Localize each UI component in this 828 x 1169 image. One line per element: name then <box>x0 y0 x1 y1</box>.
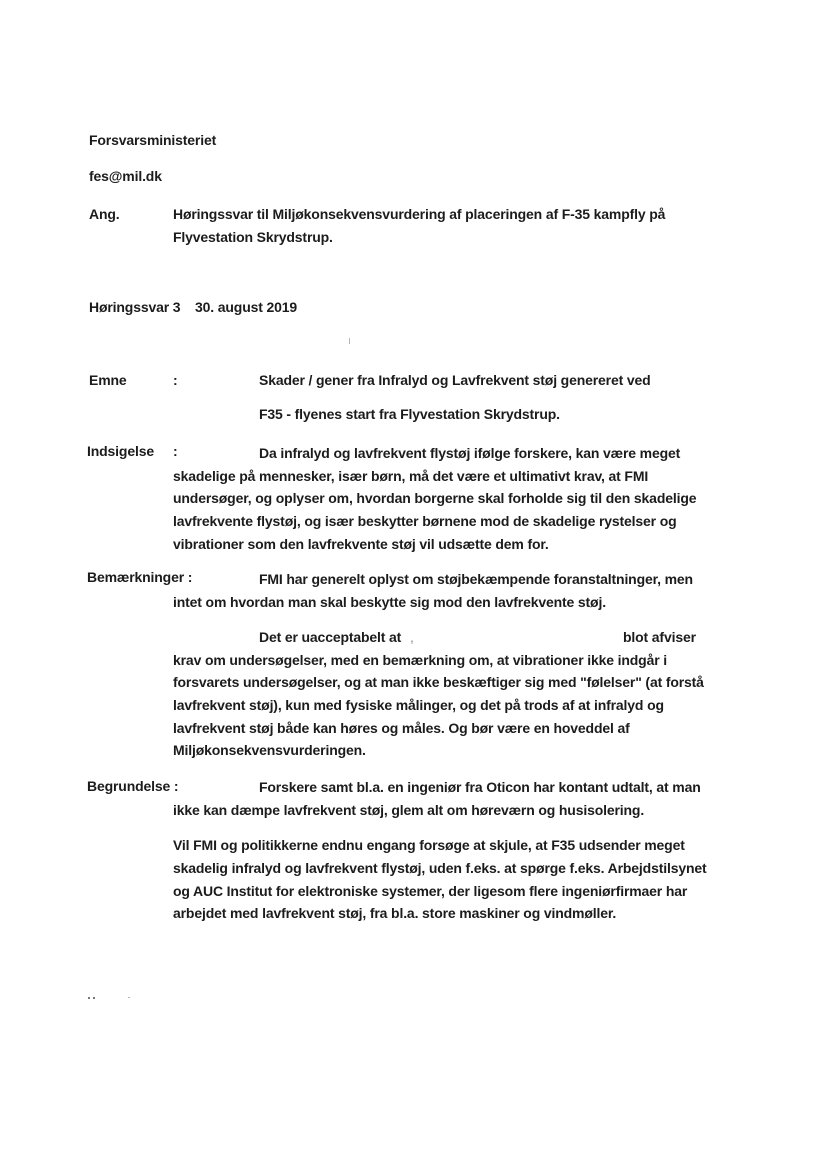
scan-speck <box>349 338 350 344</box>
begrundelse-p1-line-2: ikke kan dæmpe lavfrekvent støj, glem alt om høreværn og husisolering. <box>173 802 645 818</box>
begrundelse-p2-line-2: skadelig infralyd og lavfrekvent flystøj, uden f.eks. at spørge f.eks. Arbejdstilsynet <box>173 860 707 876</box>
begrundelse-p2-line-1: Vil FMI og politikkerne endnu engang forsøge at skjule, at F35 udsender meget <box>173 837 685 853</box>
ang-line-1: Høringssvar til Miljøkonsekvensvurdering af placeringen af F-35 kampfly på <box>173 206 666 222</box>
indsigelse-line-1: Da infralyd og lavfrekvent flystøj ifølge forskere, kan være meget <box>259 445 681 461</box>
bemaerkninger-p2-line-3: lavfrekvent støj), kun med fysiske målinger, og det på trods af at infralyd og <box>173 697 664 713</box>
bemaerkninger-p2-line-5: Miljøkonsekvensvurderingen. <box>173 742 366 758</box>
ang-line-2: Flyvestation Skrydstrup. <box>173 229 333 245</box>
indsigelse-colon: : <box>173 443 178 459</box>
begrundelse-p2-line-3: og AUC Institut for elektroniske systemer, der ligesom flere ingeniørfirmaer har <box>173 883 688 899</box>
indsigelse-line-5: vibrationer som den lavfrekvente støj vil udsætte dem for. <box>173 536 549 552</box>
begrundelse-p2-line-4: arbejdet med lavfrekvent støj, fra bl.a. store maskiner og vindmøller. <box>173 905 617 921</box>
redaction-mark: , <box>410 629 414 645</box>
emne-line-2: F35 - flyenes start fra Flyvestation Skrydstrup. <box>259 406 560 422</box>
bemaerkninger-p2-line-2: forsvarets undersøgelser, og at man ikke beskæftiger sig med "følelser" (at forstå <box>173 674 704 690</box>
bemaerkninger-p2-line-1: krav om undersøgelser, med en bemærkning om, at vibrationer ikke indgår i <box>173 652 667 668</box>
bemaerkninger-label: Bemærkninger : <box>87 569 193 585</box>
indsigelse-label: Indsigelse <box>87 443 154 459</box>
emne-colon: : <box>173 372 178 388</box>
begrundelse-label: Begrundelse : <box>87 778 179 794</box>
bemaerkninger-p2-line-4: lavfrekvent støj både kan høres og måles. Og bør være en hoveddel af <box>173 720 630 736</box>
begrundelse-p1-line-1: Forskere samt bl.a. en ingeniør fra Oticon har kontant udtalt, at man <box>259 779 701 795</box>
indsigelse-line-2: skadelige på mennesker, især børn, må det være et ultimativt krav, at FMI <box>173 468 649 484</box>
recipient-name: Forsvarsministeriet <box>89 132 217 148</box>
indsigelse-line-4: lavfrekvente flystøj, og især beskytter børnene mod de skadelige rystelser og <box>173 513 677 529</box>
bemaerkninger-p1-line-1: FMI har generelt oplyst om støjbekæmpende foranstaltninger, men <box>259 571 693 587</box>
bemaerkninger-p2-first-left: Det er uacceptabelt at <box>259 629 402 645</box>
bemaerkninger-p2-first-right: blot afviser <box>623 629 696 645</box>
bemaerkninger-p1-line-2: intet om hvordan man skal beskytte sig mod den lavfrekvente støj. <box>173 594 606 610</box>
emne-label: Emne <box>89 372 127 388</box>
hearing-date: 30. august 2019 <box>195 299 298 315</box>
scan-speck <box>88 997 90 999</box>
hearing-number: Høringssvar 3 <box>89 299 181 315</box>
emne-line-1: Skader / gener fra Infralyd og Lavfrekvent støj genereret ved <box>259 372 651 388</box>
scan-speck <box>128 997 130 998</box>
recipient-email: fes@mil.dk <box>89 168 162 184</box>
ang-label: Ang. <box>89 206 120 222</box>
indsigelse-line-3: undersøger, og oplyser om, hvordan borgerne skal forholde sig til den skadelige <box>173 490 697 506</box>
scan-speck <box>93 997 95 999</box>
